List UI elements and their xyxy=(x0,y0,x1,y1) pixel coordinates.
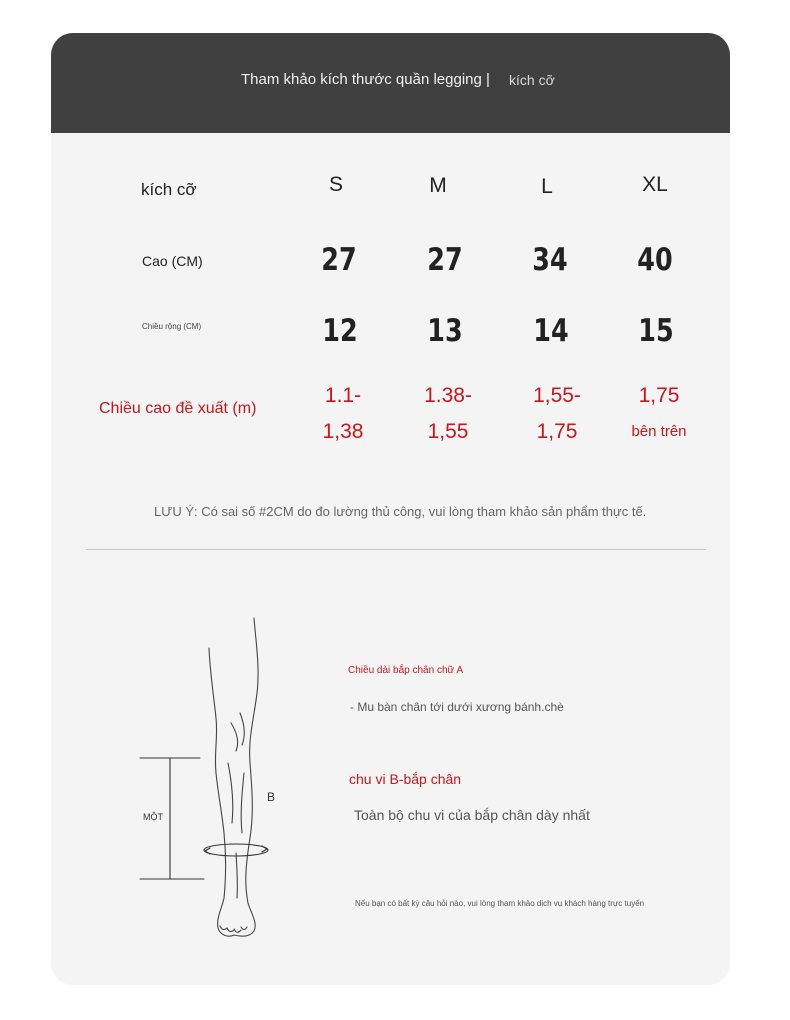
height-value-l: 34 xyxy=(532,242,568,278)
recommended-row-label: Chiều cao đề xuất (m) xyxy=(99,400,257,417)
recommended-xl-line1: 1,75 xyxy=(638,384,680,407)
height-row-label: Cao (CM) xyxy=(142,253,203,269)
header-title: Tham khảo kích thước quần legging | xyxy=(241,71,490,88)
size-chart-card xyxy=(51,33,730,985)
size-header-l: L xyxy=(541,175,553,198)
size-header-xl: XL xyxy=(642,173,668,196)
height-value-m: 27 xyxy=(427,242,463,278)
recommended-value-l xyxy=(512,378,602,450)
width-value-xl: 15 xyxy=(638,313,674,349)
height-value-s: 27 xyxy=(321,242,357,278)
section-divider xyxy=(86,549,706,550)
height-value-xl: 40 xyxy=(637,242,673,278)
width-value-m: 13 xyxy=(427,313,463,349)
recommended-s-line2: 1,38 xyxy=(322,420,364,443)
calf-length-title: Chiều dài bắp chân chữ A xyxy=(348,665,464,676)
width-row-label: Chiều rộng (CM) xyxy=(142,322,202,331)
leg-illustration xyxy=(136,613,286,943)
label-a-mot: MỘT xyxy=(143,812,163,822)
size-header-s: S xyxy=(328,173,343,196)
measurement-note: LƯU Ý: Có sai số #2CM do đo lường thủ công, vui lòng tham khảo sản phẩm thực tế. xyxy=(154,504,647,519)
recommended-s-line1: 1.1- xyxy=(324,384,362,407)
recommended-m-line2: 1,55 xyxy=(427,420,469,443)
customer-service-note: Nếu bạn có bất kỳ câu hỏi nào, vui lòng tham khảo dịch vụ khách hàng trực tuyến xyxy=(355,899,645,908)
size-row-label: kích cỡ xyxy=(141,180,197,199)
calf-circumference-desc: Toàn bộ chu vi của bắp chân dày nhất xyxy=(354,807,590,823)
recommended-l-line1: 1,55- xyxy=(533,384,581,407)
header-subtitle: kích cỡ xyxy=(509,72,555,88)
width-value-l: 14 xyxy=(533,313,569,349)
label-b: B xyxy=(267,790,276,804)
recommended-xl-line2: bên trên xyxy=(631,423,687,440)
recommended-value-xl xyxy=(614,378,704,450)
recommended-m-line1: 1.38- xyxy=(424,384,472,407)
size-header-m: M xyxy=(429,174,447,197)
recommended-l-line2: 1,75 xyxy=(536,420,578,443)
width-value-s: 12 xyxy=(322,313,358,349)
header-bar xyxy=(51,33,730,133)
calf-length-desc: - Mu bàn chân tới dưới xương bánh.chè xyxy=(350,700,564,714)
calf-circumference-title: chu vi B-bắp chân xyxy=(349,771,462,787)
recommended-value-m xyxy=(403,378,493,450)
recommended-value-s xyxy=(298,378,388,450)
